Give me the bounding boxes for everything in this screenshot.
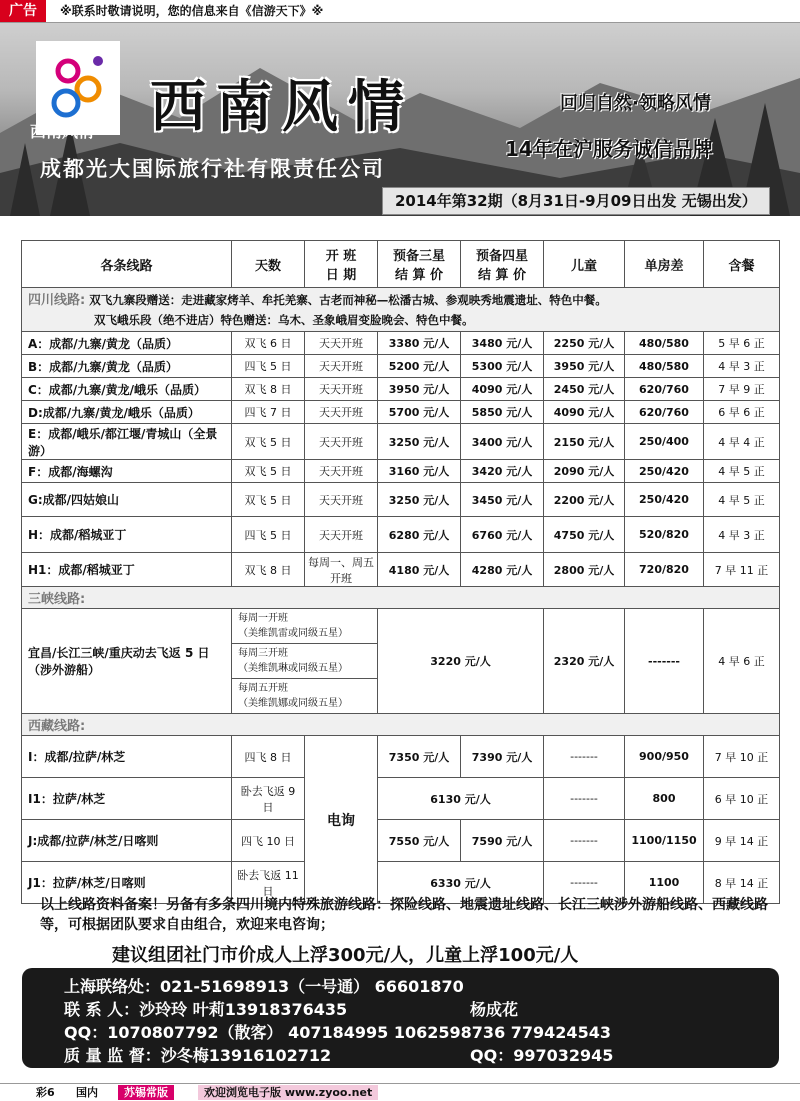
single-supplement: 480/580 (625, 355, 704, 378)
contact-person-2: 杨成花 (470, 1000, 519, 1019)
schedule: 天天开班 (305, 424, 378, 460)
days: 双飞 5 日 (232, 424, 305, 460)
schedule (232, 609, 378, 644)
meals: 6 早 10 正 (704, 778, 780, 820)
quality-supervisor: 质 量 监 督：沙冬梅13916102712 (64, 1046, 332, 1065)
price: 6330 元/人 (378, 862, 544, 904)
single-supplement: 1100 (625, 862, 704, 904)
child-price: ------- (544, 820, 625, 862)
schedule-day: 每周一开班 (238, 613, 288, 624)
section-xizang (22, 714, 780, 736)
route-table (21, 240, 780, 904)
child-price: 2090 元/人 (544, 460, 625, 483)
section-title: 三峡线路: (22, 587, 780, 609)
route-name: H1：成都/稻城亚丁 (22, 553, 232, 587)
route-name: A：成都/九寨/黄龙（品质） (22, 332, 232, 355)
child-price: 4750 元/人 (544, 517, 625, 553)
header-cell: 预备四星 结 算 价 (461, 241, 544, 288)
route-name: D:成都/九寨/黄龙/峨乐（品质） (22, 401, 232, 424)
section-name: 国内 (76, 1086, 98, 1099)
price-4star: 6760 元/人 (461, 517, 544, 553)
section-sichuan-gift (22, 310, 780, 332)
schedule-inquiry: 电询 (305, 736, 378, 904)
route-name: F：成都/海螺沟 (22, 460, 232, 483)
table-row (22, 460, 780, 483)
days: 四飞 5 日 (232, 355, 305, 378)
route-name: J1：拉萨/林芝/日喀则 (22, 862, 232, 904)
schedule (232, 644, 378, 679)
child-price: 2150 元/人 (544, 424, 625, 460)
price-3star: 6280 元/人 (378, 517, 461, 553)
bottom-bar (0, 1083, 800, 1101)
company-name: 成都光大国际旅行社有限责任公司 (40, 157, 385, 181)
table-row (22, 820, 780, 862)
gift-note: 双飞峨乐段（绝不进店）特色赠送：乌木、圣象峨眉变脸晚会、特色中餐。 (94, 313, 474, 328)
child-price: 4090 元/人 (544, 401, 625, 424)
price-3star: 4180 元/人 (378, 553, 461, 587)
child-price: ------- (544, 862, 625, 904)
price-3star: 7350 元/人 (378, 736, 461, 778)
meals: 4 早 6 正 (704, 609, 780, 714)
single-supplement: 1100/1150 (625, 820, 704, 862)
route-name: 宜昌/长江三峡/重庆动去飞返 5 日（涉外游船） (22, 609, 232, 714)
gift-note: 双飞九寨段赠送：走进藏家烤羊、牟托羌寨、古老而神秘—松潘古城、参观映秀地震遗址、特色中餐。 (89, 293, 607, 308)
price-4star: 5300 元/人 (461, 355, 544, 378)
section-title: 西藏线路: (22, 714, 780, 736)
route-name: J:成都/拉萨/林芝/日喀则 (22, 820, 232, 862)
brand-line: 14年在沪服务诚信品牌 (505, 137, 713, 161)
days: 双飞 6 日 (232, 332, 305, 355)
pricing-advice: 建议组团社门市价成人上浮300元/人，儿童上浮100元/人 (112, 945, 579, 966)
meals: 5 早 6 正 (704, 332, 780, 355)
table-row (22, 483, 780, 517)
table-header (22, 241, 780, 288)
single-supplement: 900/950 (625, 736, 704, 778)
section-title: 四川线路: (28, 293, 86, 309)
cruise-price: 3220 元/人 (378, 609, 544, 714)
price-4star: 5850 元/人 (461, 401, 544, 424)
single-supplement: ------- (625, 609, 704, 714)
route-name: I1：拉萨/林芝 (22, 778, 232, 820)
table-row (22, 401, 780, 424)
page-number: 彩6 (36, 1086, 55, 1099)
ad-tag: 广告 (0, 0, 46, 22)
price-4star: 4280 元/人 (461, 553, 544, 587)
header-cell: 各条线路 (22, 241, 232, 288)
meals: 9 早 14 正 (704, 820, 780, 862)
days: 四飞 8 日 (232, 736, 305, 778)
schedule-day: 每周三开班 (238, 648, 288, 659)
section-sichuan (22, 288, 780, 310)
price-3star: 3250 元/人 (378, 424, 461, 460)
ship-note: （美维凯娜或同级五星） (238, 698, 348, 709)
days: 卧去飞返 11 日 (232, 862, 305, 904)
header-cell: 预备三星 结 算 价 (378, 241, 461, 288)
meals: 4 早 5 正 (704, 483, 780, 517)
single-supplement: 720/820 (625, 553, 704, 587)
schedule-day: 每周五开班 (238, 683, 288, 694)
top-bar (0, 0, 800, 23)
price-3star: 5700 元/人 (378, 401, 461, 424)
single-supplement: 800 (625, 778, 704, 820)
price-4star: 4090 元/人 (461, 378, 544, 401)
table-row (22, 332, 780, 355)
price-3star: 3380 元/人 (378, 332, 461, 355)
price-4star: 3420 元/人 (461, 460, 544, 483)
meals: 4 早 4 正 (704, 424, 780, 460)
route-name: C：成都/九寨/黄龙/峨乐（品质） (22, 378, 232, 401)
table-row (22, 553, 780, 587)
contact-qq: QQ：1070807792（散客） 407184995 1062598736 779424543 (64, 1023, 611, 1042)
child-price: ------- (544, 778, 625, 820)
table-row (22, 609, 780, 644)
table-row (22, 378, 780, 401)
route-name: I：成都/拉萨/林芝 (22, 736, 232, 778)
days: 双飞 8 日 (232, 553, 305, 587)
header-cell: 儿童 (544, 241, 625, 288)
meals: 8 早 14 正 (704, 862, 780, 904)
schedule: 天天开班 (305, 355, 378, 378)
contact-panel (22, 968, 779, 1068)
logo-name: 西南风情 (30, 122, 95, 141)
price-3star: 5200 元/人 (378, 355, 461, 378)
route-name: H：成都/稻城亚丁 (22, 517, 232, 553)
route-name: E：成都/峨乐/都江堰/青城山（全景游） (22, 424, 232, 460)
ship-note: （美维凯琳或同级五星） (238, 663, 348, 674)
meals: 7 早 11 正 (704, 553, 780, 587)
child-price: 2320 元/人 (544, 609, 625, 714)
days: 四飞 10 日 (232, 820, 305, 862)
price: 6130 元/人 (378, 778, 544, 820)
section-sanxia (22, 587, 780, 609)
days: 卧去飞返 9 日 (232, 778, 305, 820)
issue-badge: 2014年第32期（8月31日-9月09日出发 无锡出发） (382, 187, 770, 215)
single-supplement: 250/400 (625, 424, 704, 460)
price-4star: 3450 元/人 (461, 483, 544, 517)
table-row (22, 517, 780, 553)
price-4star: 3480 元/人 (461, 332, 544, 355)
schedule: 天天开班 (305, 483, 378, 517)
single-supplement: 520/820 (625, 517, 704, 553)
price-4star: 7390 元/人 (461, 736, 544, 778)
table-row (22, 355, 780, 378)
meals: 4 早 5 正 (704, 460, 780, 483)
days: 双飞 5 日 (232, 483, 305, 517)
schedule: 天天开班 (305, 332, 378, 355)
meals: 4 早 3 正 (704, 517, 780, 553)
schedule: 天天开班 (305, 460, 378, 483)
days: 双飞 5 日 (232, 460, 305, 483)
website-link[interactable]: 欢迎浏览电子版 www.zyoo.net (198, 1085, 378, 1100)
meals: 7 早 9 正 (704, 378, 780, 401)
header-cell: 含餐 (704, 241, 780, 288)
child-price: 2800 元/人 (544, 553, 625, 587)
table-row (22, 736, 780, 778)
table-row (22, 424, 780, 460)
contact-person: 联 系 人：沙玲玲 叶莉13918376435 (64, 1000, 348, 1019)
single-supplement: 620/760 (625, 401, 704, 424)
table-row (22, 778, 780, 820)
price-3star: 3950 元/人 (378, 378, 461, 401)
price-4star: 3400 元/人 (461, 424, 544, 460)
header-cell: 天数 (232, 241, 305, 288)
page-title: 西南风情 (150, 74, 414, 140)
meals: 6 早 6 正 (704, 401, 780, 424)
ship-note: （美维凯雷或同级五星） (238, 628, 348, 639)
days: 双飞 8 日 (232, 378, 305, 401)
price-3star: 3160 元/人 (378, 460, 461, 483)
price-3star: 3250 元/人 (378, 483, 461, 517)
days: 四飞 7 日 (232, 401, 305, 424)
schedule: 天天开班 (305, 378, 378, 401)
child-price: 3950 元/人 (544, 355, 625, 378)
single-supplement: 480/580 (625, 332, 704, 355)
single-supplement: 250/420 (625, 483, 704, 517)
single-supplement: 250/420 (625, 460, 704, 483)
contact-office: 上海联络处：021-51698913（一号通） 66601870 (64, 977, 464, 996)
meals: 4 早 3 正 (704, 355, 780, 378)
child-price: 2200 元/人 (544, 483, 625, 517)
schedule (232, 679, 378, 714)
child-price: ------- (544, 736, 625, 778)
meals: 7 早 10 正 (704, 736, 780, 778)
single-supplement: 620/760 (625, 378, 704, 401)
edition-badge: 苏锡常版 (118, 1085, 174, 1100)
slogan: 回归自然·领略风情 (560, 93, 711, 114)
source-notice: ※联系时敬请说明，您的信息来自《信游天下》※ (60, 4, 324, 18)
price-3star: 7550 元/人 (378, 820, 461, 862)
schedule: 天天开班 (305, 517, 378, 553)
header-cell: 开 班 日 期 (305, 241, 378, 288)
route-name: B：成都/九寨/黄龙（品质） (22, 355, 232, 378)
child-price: 2250 元/人 (544, 332, 625, 355)
footer-note: 以上线路资料备案！另备有多条四川境内特殊旅游线路：探险线路、地震遗址线路、长江三峡涉外游船线路、西藏线路等，可根据团队要求自由组合，欢迎来电咨询； (40, 897, 768, 933)
supervisor-qq: QQ：997032945 (470, 1046, 614, 1065)
child-price: 2450 元/人 (544, 378, 625, 401)
days: 四飞 5 日 (232, 517, 305, 553)
schedule: 每周一、周五开班 (305, 553, 378, 587)
route-name: G:成都/四姑娘山 (22, 483, 232, 517)
price-4star: 7590 元/人 (461, 820, 544, 862)
header-cell: 单房差 (625, 241, 704, 288)
schedule: 天天开班 (305, 401, 378, 424)
